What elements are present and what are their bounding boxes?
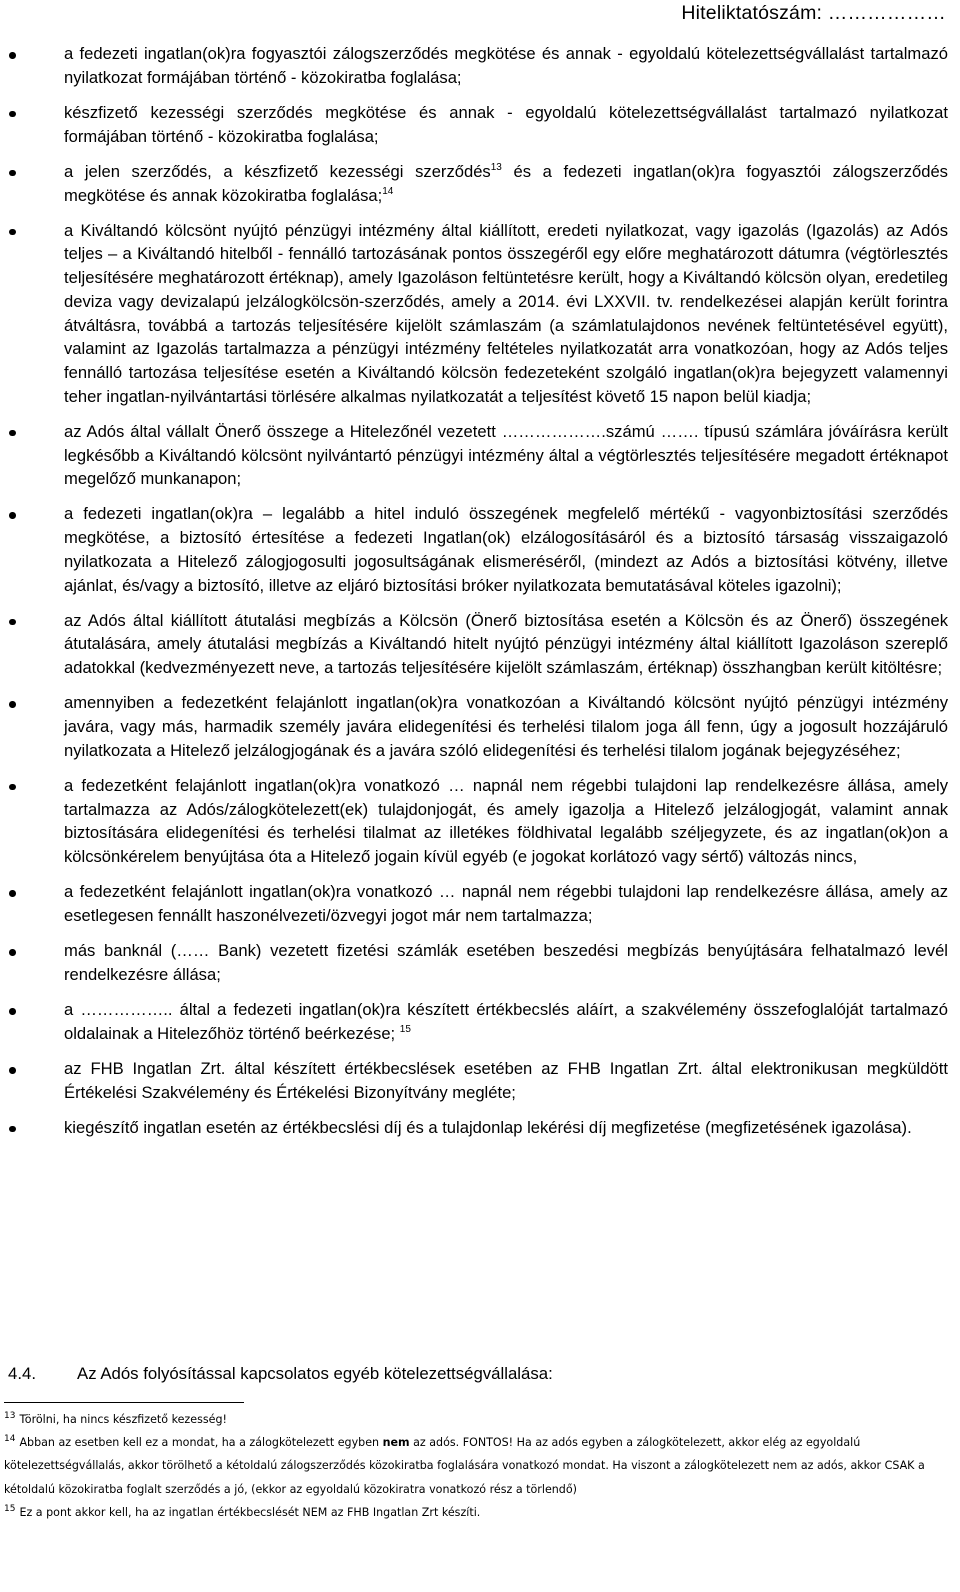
section-title: Az Adós folyósítással kapcsolatos egyéb kötelezettségvállalása: xyxy=(77,1364,553,1383)
header-title: Hiteliktatószám: ……………… xyxy=(681,2,946,24)
conditions-list xyxy=(8,42,948,1151)
footnote-text: Törölni, ha nincs készfizető kezesség! xyxy=(19,1413,227,1426)
list-item xyxy=(8,939,948,986)
list-item-text: a …………….. által a fedezeti ingatlan(ok)ra készített értékbecslés aláírt, a szakvélemény összefoglalóját tartalmazó oldalainak a Hitelezőhöz történő beérkezése; xyxy=(64,1000,948,1043)
footnotes xyxy=(4,1408,948,1524)
bullet-icon xyxy=(9,229,16,236)
list-item-text: készfizető kezességi szerződés megkötése és annak - egyoldalú kötelezettségvállalást tartalmazó nyilatkozat formájában történő - közokiratba foglalása; xyxy=(64,102,948,146)
bullet-icon xyxy=(9,949,16,956)
list-item xyxy=(8,609,948,680)
list-item-text: a fedezetként felajánlott ingatlan(ok)ra vonatkozó … napnál nem régebbi tulajdoni lap rendelkezésre állása, amely az esetlegesen fennállt haszonélvezeti/özvegyi jogot már nem tartalmazza; xyxy=(64,882,948,925)
list-item-text: a Kiváltandó kölcsönt nyújtó pénzügyi intézmény által kiállított, eredeti nyilatkozat, vagy igazolás (Igazolás) az Adós teljes – a Kiváltandó hitelből - fennálló tartozásának pontos összegéről egy előre meghatározott dátumra (végtörlesztés teljesítésére meghatározott értéknap), amely Igazoláson feltüntetésre került, hogy a Kiváltandó kölcsön olyan, eredetileg deviza vagy devizalapú jelzálogkölcsön-szerződés, amely a 2014. évi LXXVII. tv. rendelkezései alapján került forintra átváltásra, továbbá a tartozás teljesítésére kijelölt számlaszám (a számlatulajdonos nevének feltüntetésével együtt), valamint az Igazolás tartalmazza a pénzügyi intézmény feltételes nyilatkozatát arra vonatkozóan, hogy az Adós teljes fennálló tartozása teljesítése esetén a Kiváltandó kölcsön fedezeteként szolgáló ingatlan(ok)ra bejegyzett valamennyi teher ingatlan-nyilvántartási törlésére alkalmas nyilatkozatát a teljesítést követő 15 napon belül kiadja; xyxy=(64,220,948,406)
footnote-emphasis: nem xyxy=(382,1436,410,1450)
bullet-icon xyxy=(9,1126,16,1133)
list-item-text: az FHB Ingatlan Zrt. által készített értékbecslések esetében az FHB Ingatlan Zrt. által elektronikusan megküldött Értékelési Szakvélemény és Értékelési Bizonyítvány megléte; xyxy=(64,1059,948,1102)
bullet-icon xyxy=(9,784,16,791)
footnote-text: az adós. FONTOS! Ha az adós egyben a zálogkötelezett, akkor elég az egyoldalú kötelezettségvállalás, akkor törölhető a kétoldalú zálogszerződés közokiratba foglalására vonatkozó mondat. Ha viszont a zálogkötelezett nem az adós, akkor CSAK a kétoldalú közokiratba foglalt szerződés a jó, (ekkor az egyoldalú közokiratra vonatkozó rész a törlendő) xyxy=(4,1436,925,1496)
bullet-icon xyxy=(9,619,16,626)
footnote-text: Abban az esetben kell ez a mondat, ha a zálogkötelezett egyben xyxy=(19,1436,383,1450)
bullet-icon xyxy=(9,52,16,59)
bullet-icon xyxy=(9,701,16,708)
list-item xyxy=(8,101,948,148)
list-item-text: a fedezeti ingatlan(ok)ra – legalább a hitel induló összegének megfelelő mértékű - vagyonbiztosítási szerződés megkötése, a biztosító értesítése a fedezeti Ingatlan(ok) elzálogosításáról és a biztosító társaság visszaigazoló nyilatkozata a Hitelező zálogjogosulti jogosultságának elismeréséről, (mindezt az Adós a biztosítási kötvény, illetve ajánlat, és/vagy a biztosító, illetve az eljáró biztosítási bróker nyilatkozata bemutatásával köteles igazolni); xyxy=(64,504,948,595)
list-item-text: más banknál (…… Bank) vezetett fizetési számlák esetében beszedési megbízás benyújtására felhatalmazó levél rendelkezésre állása; xyxy=(64,941,948,984)
list-item-text: az Adós által kiállított átutalási megbízás a Kölcsön (Önerő biztosítása esetén a Kölcsön és az Önerő) összegének átutalására, amely átutalási megbízás a Kiváltandó hitelt nyújtó pénzügyi intézmény által kiállított Igazoláson szereplő adatokkal (kedvezményezett neve, a tartozás teljesítésére kijelölt számlaszám, értéknap) összhangban került kitöltésre; xyxy=(64,610,948,678)
footnote-number: 14 xyxy=(4,1434,16,1445)
list-item xyxy=(8,502,948,597)
footnote-ref-14[interactable]: 14 xyxy=(382,185,394,197)
list-item xyxy=(8,42,948,89)
footnote-number: 15 xyxy=(4,1503,16,1514)
list-item xyxy=(8,219,948,409)
list-item-text: a fedezetként felajánlott ingatlan(ok)ra vonatkozó … napnál nem régebbi tulajdoni lap rendelkezésre állása, amely tartalmazza az Adós/zálogkötelezett(ek) tulajdonjogát, és amely igazolja a Hitelező jelzálogjogát, valamint annak biztosítására elidegenítési és terhelési tilalmat az illetékes földhivatal legalább széljegyzete, és az ingatlan(ok)on a kölcsönkérelem benyújtása óta a Hitelező jogain kívül egyéb (e jogokat korlátozó vagy sértő) változás nincs, xyxy=(64,775,948,867)
footnote-divider xyxy=(4,1402,244,1403)
list-item-text: az Adós által vállalt Önerő összege a Hitelezőnél vezetett ……………….számú ……. típusú számlára jóváírásra került legkésőbb a Kiváltandó kölcsönt nyilvántartó pénzügyi intézmény által a végtörlesztés teljesítésére megadott értéknapot megelőző munkanapon; xyxy=(64,421,948,489)
list-item xyxy=(8,1116,948,1140)
footnote-13 xyxy=(4,1408,948,1431)
list-item-text: a fedezeti ingatlan(ok)ra fogyasztói zálogszerződés megkötése és annak - egyoldalú kötelezettségvállalást tartalmazó nyilatkozat formájában történő - közokiratba foglalása; xyxy=(64,44,948,87)
list-item-text: és a fedezeti ingatlan(ok)ra fogyasztói zálogszerződés megkötése és annak közokiratba foglalása; xyxy=(64,161,948,205)
bullet-icon xyxy=(9,111,16,118)
footnote-14 xyxy=(4,1431,948,1501)
list-item xyxy=(8,774,948,869)
list-item-text: kiegészítő ingatlan esetén az értékbecslési díj és a tulajdonlap lekérési díj megfizetése (megfizetésének igazolása). xyxy=(64,1117,912,1137)
section-number: 4.4. xyxy=(8,1364,36,1383)
footnote-15 xyxy=(4,1501,948,1524)
list-item xyxy=(8,1057,948,1104)
list-item-text: amennyiben a fedezetként felajánlott ingatlan(ok)ra vonatkozóan a Kiváltandó kölcsönt nyújtó pénzügyi intézmény javára, vagy más, harmadik személy javára elidegenítési és terhelési tilalom joga áll fenn, úgy a jogosult hozzájáruló nyilatkozata a Hitelező jelzálogjogának és a javára szóló elidegenítési és terhelési tilalom jogának bejegyzéséhez; xyxy=(64,693,948,760)
footnote-number: 13 xyxy=(4,1411,16,1421)
bullet-icon xyxy=(9,1008,16,1015)
bullet-icon xyxy=(9,1067,16,1074)
list-item xyxy=(8,880,948,927)
bullet-icon xyxy=(9,430,16,437)
bullet-icon xyxy=(9,170,16,177)
bullet-icon xyxy=(9,512,16,519)
footnote-ref-15[interactable]: 15 xyxy=(399,1023,411,1035)
list-item xyxy=(8,420,948,491)
footnote-ref-13[interactable]: 13 xyxy=(490,161,502,173)
bullet-icon xyxy=(9,890,16,897)
list-item xyxy=(8,691,948,762)
list-item-text: a jelen szerződés, a készfizető kezességi szerződés xyxy=(64,161,491,181)
list-item xyxy=(8,160,948,207)
footnote-text: Ez a pont akkor kell, ha az ingatlan értékbecslését NEM az FHB Ingatlan Zrt készíti. xyxy=(19,1505,481,1519)
list-item xyxy=(8,998,948,1045)
